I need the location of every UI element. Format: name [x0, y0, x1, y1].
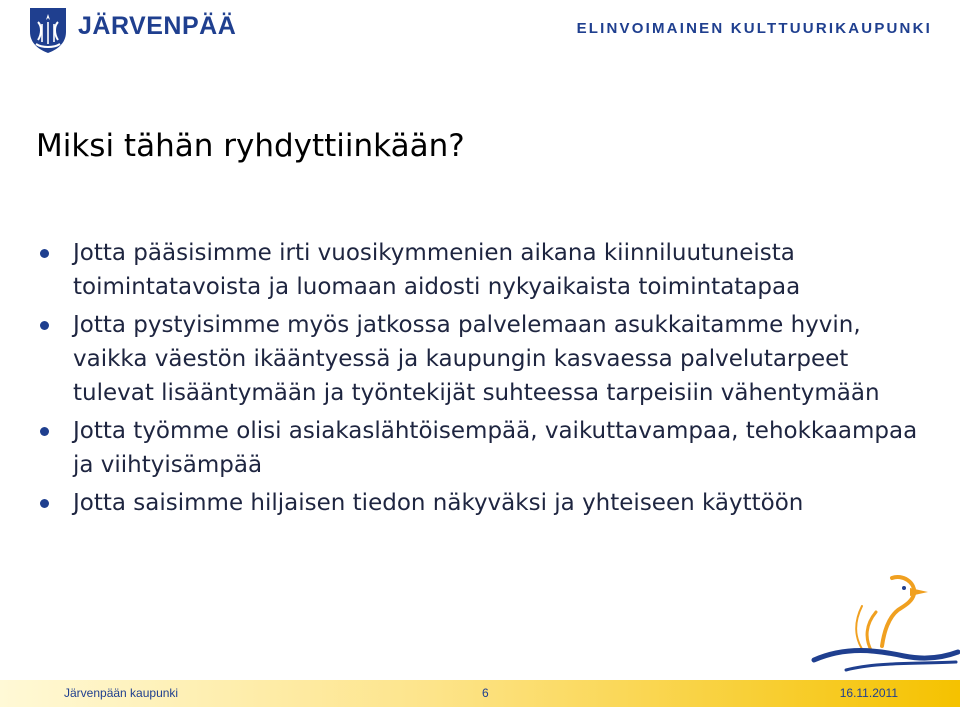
bullet-dot-icon — [40, 427, 49, 436]
bullet-list — [40, 236, 920, 524]
logo-name: JÄRVENPÄÄ — [78, 12, 237, 40]
footer-page-number: 6 — [482, 686, 489, 700]
slide-header — [0, 0, 960, 60]
bullet-dot-icon — [40, 499, 49, 508]
bullet-text: Jotta pääsisimme irti vuosikymmenien aikana kiinniluutuneista toimintatavoista ja luomaan aidosti nykyaikaista toimintatapaa — [73, 240, 801, 300]
bullet-dot-icon — [40, 249, 49, 258]
slide-title: Miksi tähän ryhdyttiinkään? — [36, 128, 465, 164]
duck-logo-icon — [806, 572, 960, 676]
footer-date: 16.11.2011 — [839, 686, 898, 700]
footer-organization: Järvenpään kaupunki — [64, 686, 179, 700]
bullet-item — [40, 414, 920, 482]
bullet-text: Jotta pystyisimme myös jatkossa palvelemaan asukkaitamme hyvin, vaikka väestön ikääntyessä ja kaupungin kasvaessa palvelutarpeet tulevat lisääntymään ja työntekijät suhteessa tarpeisiin vähentymään — [73, 312, 880, 406]
bullet-item — [40, 236, 920, 304]
tagline: ELINVOIMAINEN KULTTUURIKAUPUNKI — [576, 20, 932, 37]
slide-footer — [0, 680, 960, 707]
bullet-item — [40, 308, 920, 410]
city-crest-icon — [28, 6, 68, 54]
bullet-dot-icon — [40, 321, 49, 330]
bullet-item — [40, 486, 920, 520]
bullet-text: Jotta työmme olisi asiakaslähtöisempää, vaikuttavampaa, tehokkaampaa ja viihtyisämpää — [73, 418, 918, 478]
bullet-text: Jotta saisimme hiljaisen tiedon näkyväksi ja yhteiseen käyttöön — [73, 490, 804, 516]
